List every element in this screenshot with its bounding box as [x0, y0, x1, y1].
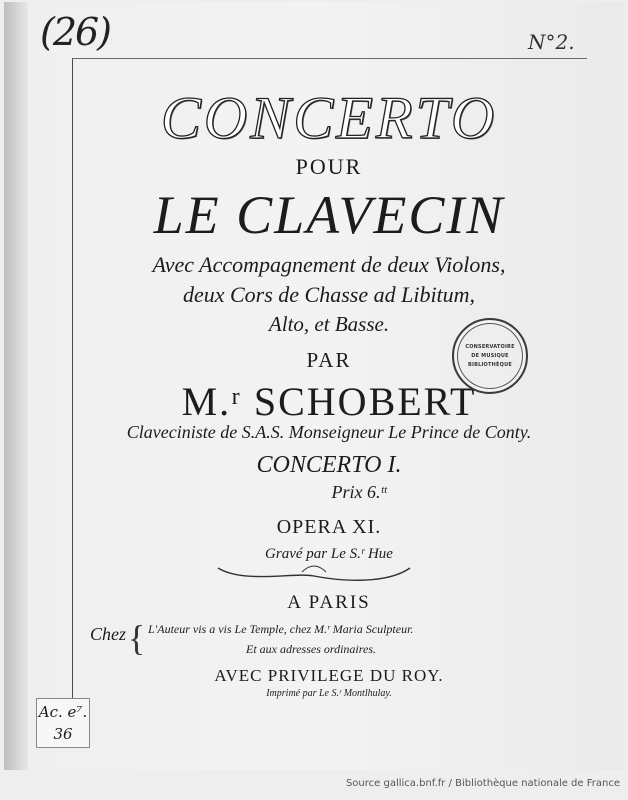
address-line-2: Et aux adresses ordinaires.	[246, 642, 376, 656]
engraver-line: Gravé par Le S.ʳ Hue	[265, 546, 393, 562]
concerto-number: CONCERTO I.	[256, 452, 402, 478]
library-stamp	[452, 318, 528, 394]
main-title: CONCERTO	[160, 85, 498, 151]
title-pour: POUR	[295, 154, 363, 179]
stamp-line-3: BIBLIOTHÈQUE	[468, 361, 512, 368]
page-number-mark: (26)	[40, 10, 111, 54]
stamp-line-2: DE MUSIQUE	[471, 352, 509, 359]
printer-line: Imprimé par Le S.ʳ Montlhulay.	[266, 688, 392, 699]
composer-name: M.ʳ SCHOBERT	[181, 379, 477, 424]
accompaniment-line-1: Avec Accompagnement de deux Violons,	[152, 252, 506, 277]
instrument-title: LE CLAVECIN	[153, 185, 505, 245]
chez-label: Chez	[90, 624, 126, 644]
shelfmark-label	[36, 698, 90, 748]
royal-privilege: AVEC PRIVILEGE DU ROY.	[214, 666, 444, 685]
city-line: A PARIS	[287, 592, 371, 613]
accompaniment-line-2: deux Cors de Chasse ad Libitum,	[182, 282, 476, 307]
page-binding-edge	[4, 2, 28, 770]
price: Prix 6.ᵗᵗ	[331, 482, 387, 502]
shelfmark-line-2: 36	[53, 725, 73, 743]
opus-number: OPERA XI.	[276, 516, 382, 538]
par-label: PAR	[306, 348, 352, 372]
stamp-line-1: CONSERVATOIRE	[465, 343, 515, 350]
composer-title: Claveciniste de S.A.S. Monseigneur Le Prince de Conty.	[126, 422, 532, 442]
shelfmark-line-1: Ac. e⁷.	[38, 703, 88, 721]
decorative-flourish-icon	[214, 562, 414, 586]
brace-glyph: {	[128, 618, 146, 658]
catalog-number: N°2.	[528, 30, 575, 54]
source-credit: Source gallica.bnf.fr / Bibliothèque nationale de France	[345, 778, 620, 789]
accompaniment-line-3: Alto, et Basse.	[268, 312, 390, 336]
address-line-1: L'Auteur vis a vis Le Temple, chez M.ʳ Maria Sculpteur.	[148, 622, 414, 636]
